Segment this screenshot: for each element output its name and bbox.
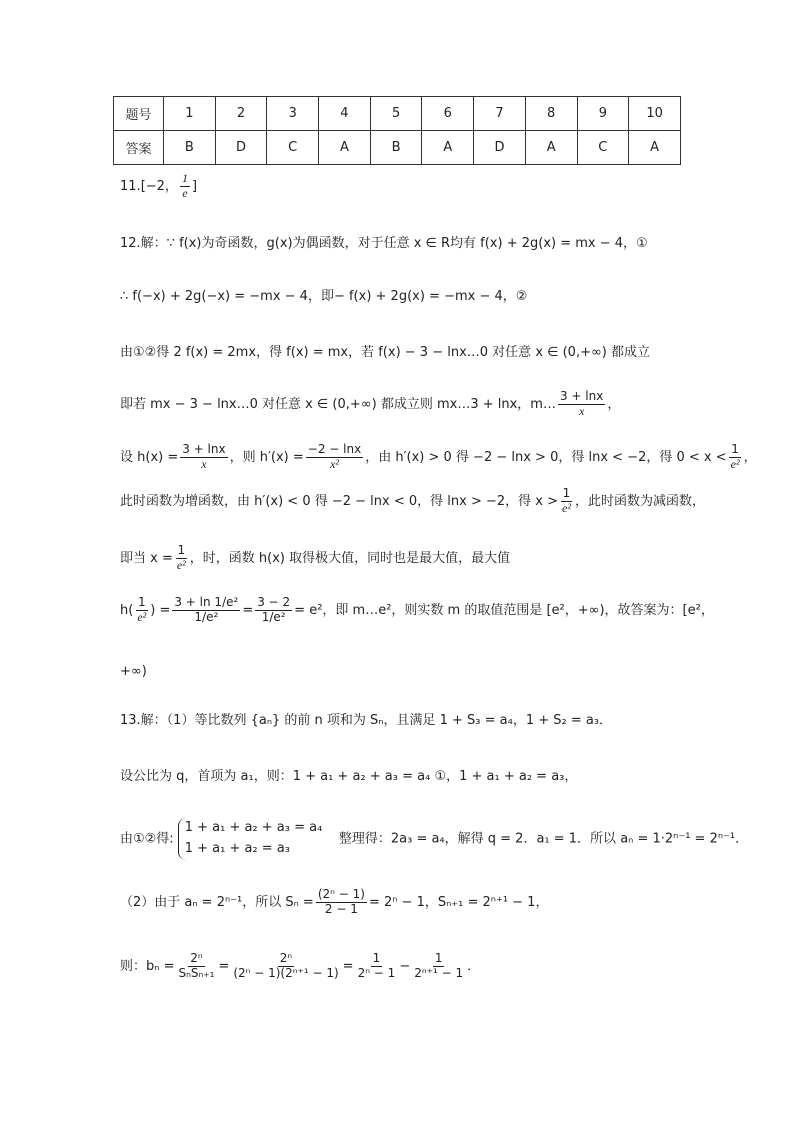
table-cell: 题号 [114,97,164,131]
table-cell: B [370,131,422,165]
math-text: ． [467,958,481,974]
table-cell: D [474,131,526,165]
numerator: 3 − 2 [257,595,291,609]
denominator: e² [137,609,147,624]
denominator: (2ⁿ − 1)(2ⁿ⁺¹ − 1) [233,965,339,980]
fraction [180,443,227,472]
fraction [558,390,605,419]
numerator: 3 + lnx [182,442,226,456]
math-text: ，时，函数 h(x) 取得极大值，同时也是最大值，最大值 [189,550,511,566]
fraction [306,443,363,472]
solution-12-line-3: 由①②得 2 f(x) = 2mx，得 f(x) = mx，若 f(x) − 3 − lnx…0 对任意 x ∈ (0,+∞) 都成立 [120,345,650,360]
math-text: ) = [150,602,171,618]
math-text: ，则 h′(x) = [229,449,304,465]
solution-13-line-3 [120,818,748,860]
table-row-question-numbers [114,97,681,131]
table-cell: B [164,131,216,165]
math-text: − [399,958,411,974]
table-cell: D [215,131,267,165]
solution-13-line-4 [120,888,548,917]
table-cell: A [629,131,681,165]
denominator: SₙSₙ₊₁ [178,965,215,980]
math-text: = 2ⁿ − 1，Sₙ₊₁ = 2ⁿ⁺¹ − 1， [368,894,549,910]
table-cell: 3 [267,97,319,131]
numerator: −2 − lnx [307,442,362,456]
table-cell: C [267,131,319,165]
table-cell: 答案 [114,131,164,165]
math-text: 即若 mx − 3 − lnx…0 对任意 x ∈ (0,+∞) 都成立则 mx…3 + lnx，m… [120,396,556,412]
numerator: 1 [137,595,146,609]
math-text: = e²，即 m…e²，则实数 m 的取值范围是 [e²，+∞)，故答案为：[e²， [294,602,714,618]
denominator: x² [330,456,339,471]
fraction [356,952,398,981]
math-text: = [218,958,230,974]
math-text: h( [120,602,134,618]
math-text: 由①②得: [120,831,174,847]
denominator: 2ⁿ⁺¹ − 1 [414,965,464,980]
math-text: 整理得：2a₃ = a₄，解得 q = 2．a₁ = 1．所以 aₙ = 1·2ⁿ⁻¹ = 2ⁿ⁻¹． [338,831,749,847]
numerator: 1 [372,951,381,965]
math-text: 则：bₙ = [120,958,175,974]
math-text: ， [607,396,621,412]
denominator: 1/e² [194,609,219,624]
denominator: e² [176,557,186,572]
solution-12-line-2: ∴ f(−x) + 2g(−x) = −mx − 4，即− f(x) + 2g(x) = −mx − 4，② [120,289,528,304]
denominator: x [201,456,207,471]
numerator: 1 [177,543,186,557]
table-cell: 2 [215,97,267,131]
fraction [176,952,216,981]
math-text: = [342,958,354,974]
numerator: 1 [434,951,443,965]
math-text: （2）由于 aₙ = 2ⁿ⁻¹，所以 Sₙ = [120,894,314,910]
table-cell: 1 [164,97,216,131]
math-text: 此时函数为增函数，由 h′(x) < 0 得 −2 − lnx < 0，得 lnx > −2，得 x > [120,493,558,509]
fraction [135,596,148,625]
solution-12-line-9: +∞) [120,664,147,679]
table-cell: A [525,131,577,165]
numerator: 3 + ln 1/e² [174,595,239,609]
table-cell: 5 [370,97,422,131]
fraction [729,443,742,472]
numerator: 1 [562,486,571,500]
solution-12-line-7 [120,544,510,573]
table-cell: A [319,131,371,165]
solution-12-line-4 [120,390,620,419]
equation: 1 + a₁ + a₂ + a₃ = a₄ [184,820,323,835]
solution-13-line-5 [120,952,480,981]
fraction [412,952,465,981]
math-text: 即当 x = [120,550,173,566]
numerator: 1 [731,442,739,456]
table-cell: C [577,131,629,165]
denominator: 2ⁿ − 1 [357,965,396,980]
fraction [175,544,188,573]
table-cell: 8 [525,97,577,131]
denominator: 1/e² [261,609,286,624]
fraction [231,952,340,981]
fraction [180,172,190,201]
numerator: 2ⁿ [279,951,293,965]
fraction [172,596,240,625]
table-cell: 4 [319,97,371,131]
solution-13-line-2: 设公比为 q，首项为 a₁，则：1 + a₁ + a₂ + a₃ = a₄ ①，1 + a₁ + a₂ = a₃， [120,769,578,784]
table-cell: 6 [422,97,474,131]
solution-12-line-6 [120,487,705,516]
denominator: e [182,185,188,200]
fraction [316,888,367,917]
denominator: e² [730,456,740,471]
numerator: (2ⁿ − 1) [317,887,365,901]
equation-system [178,818,323,860]
equation: 1 + a₁ + a₂ = a₃ [184,840,290,856]
fraction [255,596,292,625]
solution-12-line-5 [120,443,757,472]
math-text: ，由 h′(x) > 0 得 −2 − lnx > 0，得 lnx < −2，得 0 < x < [365,449,727,465]
math-text: 设 h(x) = [120,449,179,465]
fraction [560,487,573,516]
numerator: 3 + lnx [559,389,604,403]
table-cell: 7 [474,97,526,131]
denominator: e² [562,500,571,515]
math-text: ，此时函数为减函数， [574,493,705,509]
question-label: 11. [120,178,141,194]
solution-12-line-1: 12.解：∵ f(x)为奇函数，g(x)为偶函数，对于任意 x ∈ R均有 f(x) + 2g(x) = mx − 4，① [120,236,648,251]
table-cell: A [422,131,474,165]
numerator: 2ⁿ [190,951,203,965]
answer-11 [120,172,197,201]
math-text: ， [743,449,757,465]
numerator: 1 [181,171,188,185]
table-row-answers [114,131,681,165]
solution-12-line-8 [120,596,714,625]
denominator: x [578,403,585,418]
answer-table [113,96,681,165]
math-text: ] [191,178,198,194]
denominator: 2 − 1 [324,901,358,916]
math-text: [−2， [140,178,178,194]
table-cell: 9 [577,97,629,131]
table-cell: 10 [629,97,681,131]
solution-13-line-1: 13.解：（1）等比数列 {aₙ} 的前 n 项和为 Sₙ，且满足 1 + S₃ = a₄，1 + S₂ = a₃． [120,713,613,728]
math-text: = [242,602,254,618]
